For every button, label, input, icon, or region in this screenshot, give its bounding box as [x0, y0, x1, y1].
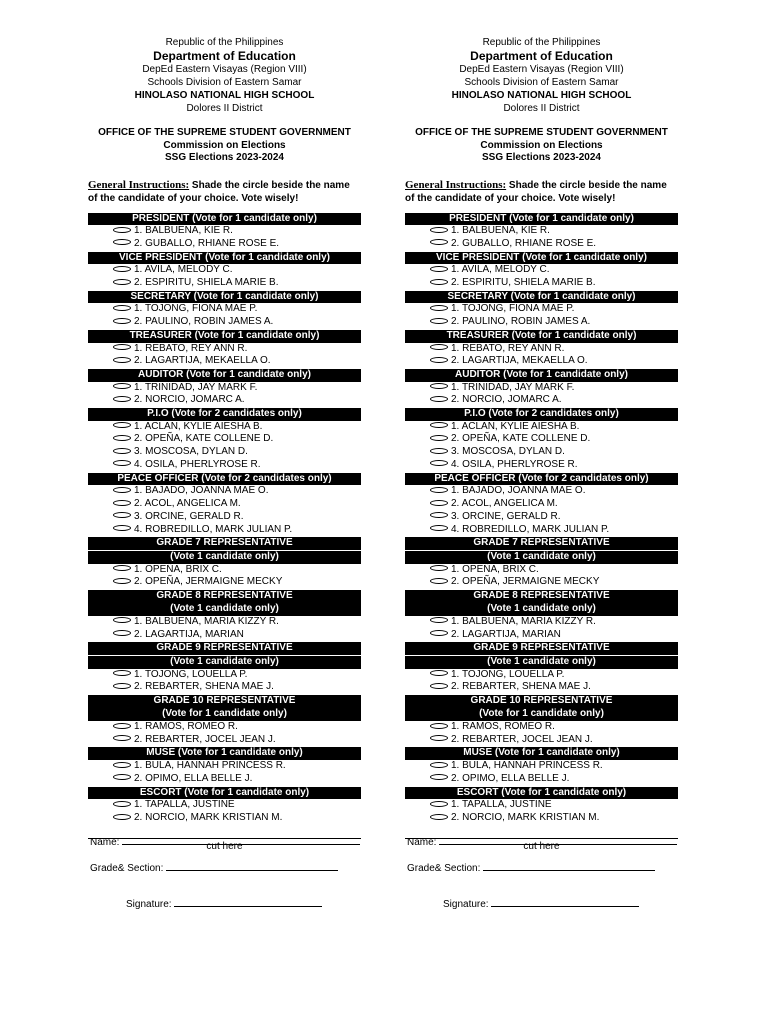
- vote-oval[interactable]: [430, 565, 448, 571]
- vote-oval[interactable]: [430, 578, 448, 584]
- vote-oval[interactable]: [113, 617, 131, 623]
- grade-section-field-label: Grade& Section:: [90, 863, 164, 874]
- grade-section-field-label: Grade& Section:: [407, 863, 481, 874]
- section-title: SECRETARY (Vote for 1 candidate only): [405, 291, 678, 304]
- section-title: TREASURER (Vote for 1 candidate only): [88, 330, 361, 343]
- candidate-row: [405, 669, 678, 682]
- candidate-name: 1. BALBUENA, MARIA KIZZY R.: [451, 616, 596, 628]
- school-header: [88, 36, 361, 115]
- candidate-name: 2. GUBALLO, RHIANE ROSE E.: [451, 238, 597, 250]
- name-field-blank[interactable]: [439, 834, 677, 845]
- section-title: VICE PRESIDENT (Vote for 1 candidate only): [405, 252, 678, 265]
- vote-oval[interactable]: [430, 500, 448, 506]
- vote-oval[interactable]: [113, 266, 131, 272]
- vote-oval[interactable]: [113, 435, 131, 441]
- section-title: GRADE 7 REPRESENTATIVE: [88, 537, 361, 550]
- vote-oval[interactable]: [113, 357, 131, 363]
- section-title: GRADE 9 REPRESENTATIVE: [405, 642, 678, 655]
- candidate-name: 2. REBARTER, SHENA MAE J.: [134, 681, 274, 693]
- header-district: Dolores II District: [186, 103, 263, 114]
- vote-oval[interactable]: [113, 525, 131, 531]
- candidate-row: [88, 277, 361, 290]
- candidate-row: [88, 238, 361, 251]
- candidate-row: [88, 394, 361, 407]
- vote-oval[interactable]: [430, 735, 448, 741]
- header-school: HINOLASO NATIONAL HIGH SCHOOL: [134, 90, 315, 101]
- candidate-row: [88, 316, 361, 329]
- ballot-left: [88, 36, 361, 910]
- candidate-name: 1. BALBUENA, MARIA KIZZY R.: [134, 616, 279, 628]
- vote-oval[interactable]: [113, 344, 131, 350]
- candidate-name: 1. TRINIDAD, JAY MARK F.: [134, 381, 258, 393]
- candidate-name: 4. ROBREDILLO, MARK JULIAN P.: [134, 523, 293, 535]
- vote-oval[interactable]: [430, 683, 448, 689]
- vote-oval[interactable]: [113, 735, 131, 741]
- candidate-name: 1. AVILA, MELODY C.: [134, 264, 233, 276]
- vote-oval[interactable]: [430, 344, 448, 350]
- candidate-row: [405, 446, 678, 459]
- candidate-name: 3. MOSCOSA, DYLAN D.: [134, 446, 248, 458]
- vote-oval[interactable]: [430, 318, 448, 324]
- office-block: [405, 127, 678, 165]
- candidate-name: 2. NORCIO, JOMARC A.: [451, 394, 562, 406]
- candidate-name: 1. BALBUENA, KIE R.: [451, 225, 550, 237]
- section-title: (Vote for 1 candidate only): [88, 708, 361, 721]
- candidate-row: [405, 316, 678, 329]
- section-title: GRADE 8 REPRESENTATIVE: [405, 590, 678, 603]
- vote-oval[interactable]: [113, 460, 131, 466]
- candidate-row: [88, 343, 361, 356]
- cut-here-line: cut here: [88, 838, 361, 852]
- vote-oval[interactable]: [430, 723, 448, 729]
- candidate-row: [405, 394, 678, 407]
- signature-field-label: Signature:: [126, 899, 172, 910]
- header-district: Dolores II District: [503, 103, 580, 114]
- candidate-row: [88, 799, 361, 812]
- candidate-name: 1. BAJADO, JOANNA MAE O.: [451, 485, 586, 497]
- signature-field-blank[interactable]: [174, 896, 322, 907]
- candidate-row: [405, 485, 678, 498]
- candidate-name: 1. BAJADO, JOANNA MAE O.: [134, 485, 269, 497]
- section-title: MUSE (Vote for 1 candidate only): [405, 747, 678, 760]
- header-division: Schools Division of Eastern Samar: [147, 77, 302, 88]
- ballot-right: [405, 36, 678, 910]
- vote-oval[interactable]: [430, 435, 448, 441]
- candidate-name: 1. BULA, HANNAH PRINCESS R.: [134, 760, 286, 772]
- candidate-row: [88, 616, 361, 629]
- section-title: AUDITOR (Vote for 1 candidate only): [405, 369, 678, 382]
- candidate-name: 2. OPEÑA, KATE COLLENE D.: [134, 433, 274, 445]
- candidate-row: [405, 277, 678, 290]
- vote-oval[interactable]: [113, 578, 131, 584]
- candidate-name: 1. TAPALLA, JUSTINE: [134, 799, 235, 811]
- candidate-row: [88, 734, 361, 747]
- candidate-name: 1. ACLAN, KYLIE AIESHA B.: [134, 420, 263, 432]
- vote-oval[interactable]: [430, 357, 448, 363]
- section-title: P.I.O (Vote for 2 candidates only): [405, 408, 678, 421]
- vote-oval[interactable]: [430, 762, 448, 768]
- candidate-name: 2. GUBALLO, RHIANE ROSE E.: [134, 238, 280, 250]
- candidate-name: 3. ORCINE, GERALD R.: [134, 510, 244, 522]
- candidate-name: 2. LAGARTIJA, MEKAELLA O.: [451, 355, 588, 367]
- candidate-name: 1. TOJONG, FIONA MAE P.: [451, 303, 575, 315]
- header-region: DepEd Eastern Visayas (Region VIII): [142, 64, 307, 75]
- candidate-row: [88, 629, 361, 642]
- vote-oval[interactable]: [430, 774, 448, 780]
- candidate-row: [405, 343, 678, 356]
- candidate-row: [405, 238, 678, 251]
- candidate-name: 2. REBARTER, SHENA MAE J.: [451, 681, 591, 693]
- candidate-row: [405, 799, 678, 812]
- vote-oval[interactable]: [113, 670, 131, 676]
- vote-oval[interactable]: [430, 512, 448, 518]
- header-dept: Department of Education: [470, 49, 613, 63]
- candidate-row: [405, 734, 678, 747]
- vote-oval[interactable]: [430, 460, 448, 466]
- candidate-name: 1. BALBUENA, KIE R.: [134, 225, 233, 237]
- candidate-name: 2. ACOL, ANGELICA M.: [451, 498, 558, 510]
- office-block: [88, 127, 361, 165]
- vote-oval[interactable]: [113, 396, 131, 402]
- vote-oval[interactable]: [430, 305, 448, 311]
- section-title: (Vote for 1 candidate only): [405, 708, 678, 721]
- candidate-row: [88, 446, 361, 459]
- section-title: (Vote 1 candidate only): [405, 656, 678, 669]
- candidate-name: 2. NORCIO, MARK KRISTIAN M.: [451, 812, 600, 824]
- candidate-row: [405, 511, 678, 524]
- section-title: AUDITOR (Vote for 1 candidate only): [88, 369, 361, 382]
- vote-oval[interactable]: [113, 630, 131, 636]
- candidate-row: [405, 616, 678, 629]
- candidate-row: [405, 303, 678, 316]
- candidate-row: [88, 564, 361, 577]
- section-title: P.I.O (Vote for 2 candidates only): [88, 408, 361, 421]
- candidate-name: 1. TRINIDAD, JAY MARK F.: [451, 381, 575, 393]
- candidate-row: [88, 498, 361, 511]
- vote-oval[interactable]: [113, 814, 131, 820]
- section-title: GRADE 9 REPRESENTATIVE: [88, 642, 361, 655]
- section-title: VICE PRESIDENT (Vote for 1 candidate only): [88, 252, 361, 265]
- candidate-row: [405, 564, 678, 577]
- candidate-row: [88, 681, 361, 694]
- section-title: GRADE 8 REPRESENTATIVE: [88, 590, 361, 603]
- vote-oval[interactable]: [430, 448, 448, 454]
- section-title: (Vote 1 candidate only): [88, 551, 361, 564]
- instructions-label: General Instructions:: [405, 178, 507, 191]
- vote-oval[interactable]: [113, 774, 131, 780]
- vote-oval[interactable]: [113, 723, 131, 729]
- candidate-row: [405, 773, 678, 786]
- candidate-row: [88, 225, 361, 238]
- candidate-row: [88, 669, 361, 682]
- candidate-name: 1. RAMOS, ROMEO R.: [451, 721, 555, 733]
- candidate-row: [405, 681, 678, 694]
- candidate-name: 2. PAULINO, ROBIN JAMES A.: [451, 316, 591, 328]
- office-line3: SSG Elections 2023-2024: [482, 152, 601, 163]
- header-division: Schools Division of Eastern Samar: [464, 77, 619, 88]
- name-field-label: Name:: [90, 837, 120, 848]
- signature-field: [126, 896, 322, 910]
- candidate-name: 1. TOJONG, LOUELLA P.: [134, 668, 248, 680]
- vote-oval[interactable]: [113, 565, 131, 571]
- vote-oval[interactable]: [113, 305, 131, 311]
- candidate-row: [88, 812, 361, 825]
- instructions-label: General Instructions:: [88, 178, 190, 191]
- candidate-name: 1. TAPALLA, JUSTINE: [451, 799, 552, 811]
- vote-oval[interactable]: [430, 814, 448, 820]
- section-title: SECRETARY (Vote for 1 candidate only): [88, 291, 361, 304]
- candidate-name: 1. REBATO, REY ANN R.: [451, 342, 565, 354]
- vote-oval[interactable]: [430, 422, 448, 428]
- vote-oval[interactable]: [113, 318, 131, 324]
- candidate-name: 2. OPEÑA, JERMAIGNE MECKY: [134, 576, 283, 588]
- candidate-name: 2. OPIMO, ELLA BELLE J.: [451, 773, 570, 785]
- candidate-row: [405, 524, 678, 537]
- candidate-name: 2. NORCIO, JOMARC A.: [134, 394, 245, 406]
- vote-oval[interactable]: [430, 383, 448, 389]
- vote-oval[interactable]: [113, 422, 131, 428]
- vote-oval[interactable]: [430, 670, 448, 676]
- grade-section-field: [407, 860, 655, 874]
- vote-oval[interactable]: [430, 801, 448, 807]
- header-region: DepEd Eastern Visayas (Region VIII): [459, 64, 624, 75]
- vote-oval[interactable]: [430, 487, 448, 493]
- vote-oval[interactable]: [430, 279, 448, 285]
- candidate-row: [88, 511, 361, 524]
- header-line1: Republic of the Philippines: [482, 37, 601, 48]
- section-title: PRESIDENT (Vote for 1 candidate only): [88, 213, 361, 226]
- section-title: (Vote 1 candidate only): [88, 603, 361, 616]
- candidate-row: [88, 576, 361, 589]
- candidate-name: 2. LAGARTIJA, MEKAELLA O.: [134, 355, 271, 367]
- candidate-row: [88, 524, 361, 537]
- name-field: [90, 834, 360, 848]
- candidate-name: 2. LAGARTIJA, MARIAN: [451, 628, 561, 640]
- header-line1: Republic of the Philippines: [165, 37, 284, 48]
- candidate-name: 2. OPEÑA, KATE COLLENE D.: [451, 433, 591, 445]
- candidate-name: 2. ACOL, ANGELICA M.: [134, 498, 241, 510]
- office-line3: SSG Elections 2023-2024: [165, 152, 284, 163]
- general-instructions: [405, 179, 678, 205]
- candidate-name: 2. PAULINO, ROBIN JAMES A.: [134, 316, 274, 328]
- candidate-name: 2. OPIMO, ELLA BELLE J.: [134, 773, 253, 785]
- signature-field: [443, 896, 639, 910]
- vote-oval[interactable]: [113, 448, 131, 454]
- candidate-row: [88, 760, 361, 773]
- candidate-row: [405, 264, 678, 277]
- section-title: MUSE (Vote for 1 candidate only): [88, 747, 361, 760]
- name-field: [407, 834, 677, 848]
- candidate-name: 1. OPEÑA, BRIX C.: [451, 563, 539, 575]
- section-title: PEACE OFFICER (Vote for 2 candidates only): [88, 473, 361, 486]
- header-dept: Department of Education: [153, 49, 296, 63]
- vote-oval[interactable]: [113, 279, 131, 285]
- grade-section-field: [90, 860, 338, 874]
- candidate-name: 2. ESPIRITU, SHIELA MARIE B.: [451, 277, 596, 289]
- candidate-row: [405, 382, 678, 395]
- cut-here-line: cut here: [405, 838, 678, 852]
- vote-oval[interactable]: [430, 239, 448, 245]
- school-header: [405, 36, 678, 115]
- candidate-row: [405, 760, 678, 773]
- section-title: (Vote 1 candidate only): [405, 603, 678, 616]
- candidate-name: 2. LAGARTIJA, MARIAN: [134, 628, 244, 640]
- office-line1: OFFICE OF THE SUPREME STUDENT GOVERNMENT: [415, 127, 668, 138]
- vote-oval[interactable]: [113, 227, 131, 233]
- grade-section-field-blank[interactable]: [166, 860, 338, 871]
- section-title: TREASURER (Vote for 1 candidate only): [405, 330, 678, 343]
- vote-oval[interactable]: [113, 762, 131, 768]
- section-title: GRADE 7 REPRESENTATIVE: [405, 537, 678, 550]
- candidate-row: [88, 459, 361, 472]
- candidate-name: 2. NORCIO, MARK KRISTIAN M.: [134, 812, 283, 824]
- vote-oval[interactable]: [113, 487, 131, 493]
- section-title: GRADE 10 REPRESENTATIVE: [88, 695, 361, 708]
- candidate-name: 2. ESPIRITU, SHIELA MARIE B.: [134, 277, 279, 289]
- instructions-text: Shade the circle beside the name of the candidate of your choice. Vote wisely!: [405, 179, 667, 204]
- candidate-row: [88, 721, 361, 734]
- general-instructions: [88, 179, 361, 205]
- vote-oval[interactable]: [430, 396, 448, 402]
- instructions-text: Shade the circle beside the name of the candidate of your choice. Vote wisely!: [88, 179, 350, 204]
- vote-oval[interactable]: [430, 266, 448, 272]
- section-title: ESCORT (Vote for 1 candidate only): [405, 787, 678, 800]
- section-title: GRADE 10 REPRESENTATIVE: [405, 695, 678, 708]
- vote-oval[interactable]: [430, 630, 448, 636]
- candidate-name: 1. REBATO, REY ANN R.: [134, 342, 248, 354]
- candidate-row: [88, 421, 361, 434]
- candidate-row: [88, 773, 361, 786]
- candidate-name: 1. ACLAN, KYLIE AIESHA B.: [451, 420, 580, 432]
- section-title: (Vote 1 candidate only): [88, 656, 361, 669]
- candidate-name: 3. MOSCOSA, DYLAN D.: [451, 446, 565, 458]
- candidate-row: [405, 498, 678, 511]
- candidate-row: [405, 629, 678, 642]
- candidate-name: 4. OSILA, PHERLYROSE R.: [134, 459, 261, 471]
- candidate-name: 2. REBARTER, JOCEL JEAN J.: [451, 734, 593, 745]
- candidate-row: [88, 382, 361, 395]
- candidate-row: [88, 433, 361, 446]
- candidate-row: [405, 355, 678, 368]
- office-line2: Commission on Elections: [163, 139, 286, 151]
- candidate-row: [88, 355, 361, 368]
- candidate-row: [405, 812, 678, 825]
- candidate-name: 2. OPEÑA, JERMAIGNE MECKY: [451, 576, 600, 588]
- name-field-label: Name:: [407, 837, 437, 848]
- candidate-row: [405, 459, 678, 472]
- vote-oval[interactable]: [430, 227, 448, 233]
- candidate-name: 1. RAMOS, ROMEO R.: [134, 721, 238, 733]
- office-line2: Commission on Elections: [480, 139, 603, 151]
- vote-oval[interactable]: [113, 683, 131, 689]
- section-title: PEACE OFFICER (Vote for 2 candidates only): [405, 473, 678, 486]
- signature-field-blank[interactable]: [491, 896, 639, 907]
- vote-oval[interactable]: [113, 383, 131, 389]
- office-line1: OFFICE OF THE SUPREME STUDENT GOVERNMENT: [98, 127, 351, 138]
- vote-oval[interactable]: [113, 500, 131, 506]
- candidate-name: 3. ORCINE, GERALD R.: [451, 510, 561, 522]
- vote-oval[interactable]: [430, 525, 448, 531]
- section-title: PRESIDENT (Vote for 1 candidate only): [405, 213, 678, 226]
- vote-oval[interactable]: [430, 617, 448, 623]
- vote-oval[interactable]: [113, 512, 131, 518]
- grade-section-field-blank[interactable]: [483, 860, 655, 871]
- candidate-row: [405, 433, 678, 446]
- candidate-name: 4. ROBREDILLO, MARK JULIAN P.: [451, 523, 610, 535]
- name-field-blank[interactable]: [122, 834, 360, 845]
- candidate-row: [405, 225, 678, 238]
- section-title: (Vote 1 candidate only): [405, 551, 678, 564]
- candidate-row: [88, 303, 361, 316]
- candidate-name: 1. TOJONG, FIONA MAE P.: [134, 303, 258, 315]
- candidate-row: [405, 576, 678, 589]
- candidate-name: 1. OPEÑA, BRIX C.: [134, 563, 222, 575]
- candidate-name: 1. AVILA, MELODY C.: [451, 264, 550, 276]
- candidate-name: 1. BULA, HANNAH PRINCESS R.: [451, 760, 603, 772]
- section-title: ESCORT (Vote for 1 candidate only): [88, 787, 361, 800]
- candidate-row: [405, 421, 678, 434]
- vote-oval[interactable]: [113, 239, 131, 245]
- signature-field-label: Signature:: [443, 899, 489, 910]
- candidate-name: 1. TOJONG, LOUELLA P.: [451, 668, 565, 680]
- candidate-name: 4. OSILA, PHERLYROSE R.: [451, 459, 578, 471]
- candidate-row: [88, 485, 361, 498]
- candidate-row: [405, 721, 678, 734]
- candidate-name: 2. REBARTER, JOCEL JEAN J.: [134, 734, 276, 745]
- header-school: HINOLASO NATIONAL HIGH SCHOOL: [451, 90, 632, 101]
- candidate-row: [88, 264, 361, 277]
- vote-oval[interactable]: [113, 801, 131, 807]
